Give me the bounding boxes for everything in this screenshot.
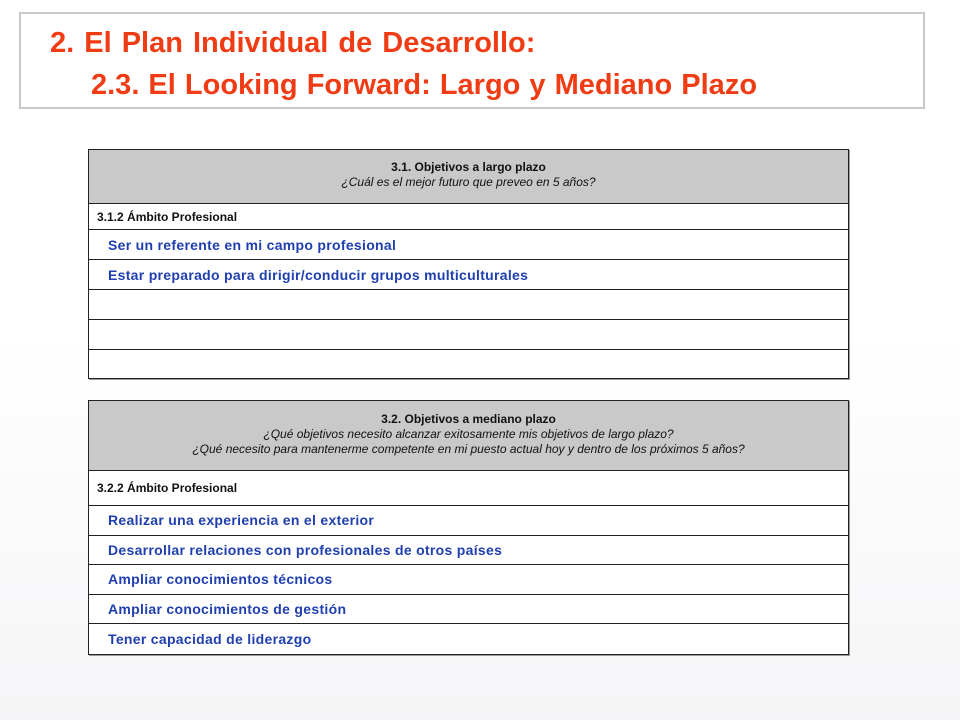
medium-term-question-1: ¿Qué objetivos necesito alcanzar exitosamente mis objetivos de largo plazo? xyxy=(263,427,674,441)
medium-term-question-2: ¿Qué necesito para mantenerme competente en mi puesto actual hoy y dentro de los próximos 5 años? xyxy=(192,442,745,456)
slide-title-box xyxy=(19,12,925,109)
long-term-section-label: 3.1.2 Ámbito Profesional xyxy=(89,204,848,230)
table-row[interactable] xyxy=(89,350,848,380)
slide-title: 2. El Plan Individual de Desarrollo: xyxy=(50,27,536,59)
table-row[interactable]: Ampliar conocimientos técnicos xyxy=(89,565,848,595)
table-row[interactable]: Estar preparado para dirigir/conducir grupos multiculturales xyxy=(89,260,848,290)
long-term-question: ¿Cuál es el mejor futuro que preveo en 5 años? xyxy=(341,175,596,189)
table-row[interactable]: Desarrollar relaciones con profesionales de otros países xyxy=(89,536,848,566)
medium-term-header xyxy=(89,401,848,471)
table-row[interactable] xyxy=(89,320,848,350)
table-row[interactable]: Ser un referente en mi campo profesional xyxy=(89,230,848,260)
long-term-objectives-table xyxy=(88,149,849,379)
slide-subtitle: 2.3. El Looking Forward: Largo y Mediano Plazo xyxy=(91,69,758,101)
table-row[interactable]: Tener capacidad de liderazgo xyxy=(108,631,312,648)
table-row[interactable] xyxy=(89,290,848,320)
medium-term-section-label: 3.2.2 Ámbito Profesional xyxy=(89,471,848,506)
table-row[interactable]: Realizar una experiencia en el exterior xyxy=(89,506,848,536)
long-term-header xyxy=(89,150,848,204)
medium-term-title: 3.2. Objetivos a mediano plazo xyxy=(381,412,556,426)
medium-term-objectives-table xyxy=(88,400,849,655)
long-term-title: 3.1. Objetivos a largo plazo xyxy=(391,160,546,174)
table-row[interactable]: Ampliar conocimientos de gestión xyxy=(89,595,848,625)
